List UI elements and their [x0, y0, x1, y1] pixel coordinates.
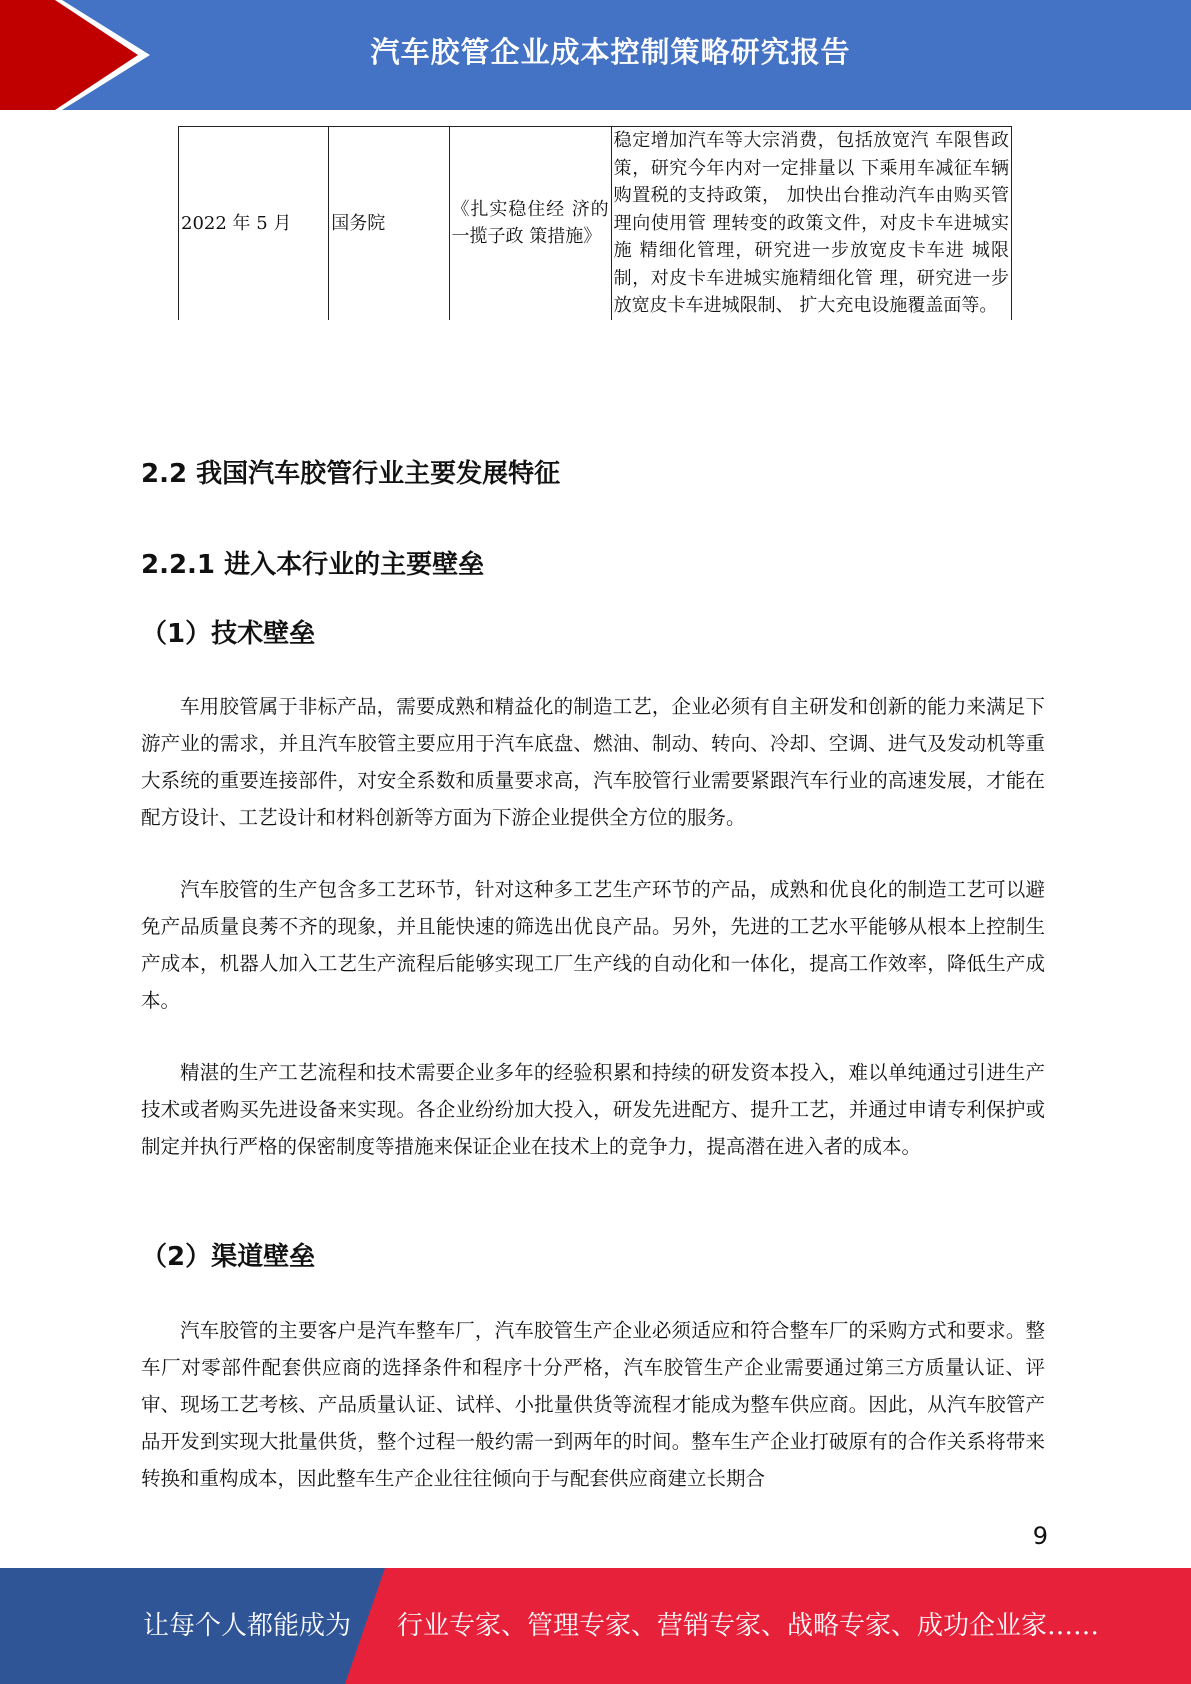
- channel-barrier-heading: （2）渠道壁垒: [141, 1242, 316, 1272]
- paragraph-tech-1: 车用胶管属于非标产品，需要成熟和精益化的制造工艺，企业必须有自主研发和创新的能力来满足下游产业的需求，并且汽车胶管主要应用于汽车底盘、燃油、制动、转向、冷却、空调、进气及发动机等重大系统的重要连接部件，对安全系数和质量要求高，汽车胶管行业需要紧跟汽车行业的高速发展，才能在配方设计、工艺设计和材料创新等方面为下游企业提供全方位的服务。: [141, 695, 1045, 829]
- paragraph-tech-3: 精湛的生产工艺流程和技术需要企业多年的经验积累和持续的研发资本投入，难以单纯通过引进生产技术或者购买先进设备来实现。各企业纷纷加大投入，研发先进配方、提升工艺，并通过申请专利保护或制定并执行严格的保密制度等措施来保证企业在技术上的竞争力，提高潜在进入者的成本。: [141, 1061, 1045, 1158]
- page-number: 9: [1032, 1522, 1048, 1550]
- footer-banner: [0, 1568, 1191, 1684]
- table-cell-content: 稳定增加汽车等大宗消费，包括放宽汽 车限售政策，研究今年内对一定排量以 下乘用车减征车辆购置税的支持政策， 加快出台推动汽车由购买管理向使用管 理转变的政策文件，对皮卡车进城实施 精细化管理，研究进一步放宽皮卡车进 城限制，对皮卡车进城实施精细化管 理，研究进一步放宽皮卡车进城限制、 扩大充电设施覆盖面等。: [611, 127, 1011, 320]
- table-cell-org: 国务院: [329, 127, 449, 320]
- footer-slogan-left: 让每个人都能成为: [143, 1611, 352, 1641]
- paragraph-channel-1: 汽车胶管的主要客户是汽车整车厂，汽车胶管生产企业必须适应和符合整车厂的采购方式和要求。整车厂对零部件配套供应商的选择条件和程序十分严格，汽车胶管生产企业需要通过第三方质量认证、评审、现场工艺考核、产品质量认证、试样、小批量供货等流程才能成为整车供应商。因此，从汽车胶管产品开发到实现大批量供货，整个过程一般约需一到两年的时间。整车生产企业打破原有的合作关系将带来转换和重构成本，因此整车生产企业往往倾向于与配套供应商建立长期合: [141, 1319, 1045, 1490]
- policy-table: [178, 126, 1012, 320]
- tech-barrier-heading: （1）技术壁垒: [141, 619, 316, 649]
- section-heading: 2.2 我国汽车胶管行业主要发展特征: [141, 459, 561, 489]
- subsection-heading: 2.2.1 进入本行业的主要壁垒: [141, 550, 485, 580]
- footer-slogan-right: 行业专家、管理专家、营销专家、战略专家、成功企业家……: [397, 1611, 1100, 1641]
- paragraph-tech-2: 汽车胶管的生产包含多工艺环节，针对这种多工艺生产环节的产品，成熟和优良化的制造工艺可以避免产品质量良莠不齐的现象，并且能快速的筛选出优良产品。另外，先进的工艺水平能够从根本上控制生产成本，机器人加入工艺生产流程后能够实现工厂生产线的自动化和一体化，提高工作效率，降低生产成本。: [141, 878, 1045, 1012]
- table-cell-document: 《扎实稳住经 济的一揽子政 策措施》: [449, 127, 611, 320]
- table-row: [179, 127, 1012, 320]
- report-title: 汽车胶管企业成本控制策略研究报告: [370, 34, 851, 69]
- header-bar: [0, 0, 1191, 110]
- table-cell-date: 2022 年 5 月: [179, 127, 329, 320]
